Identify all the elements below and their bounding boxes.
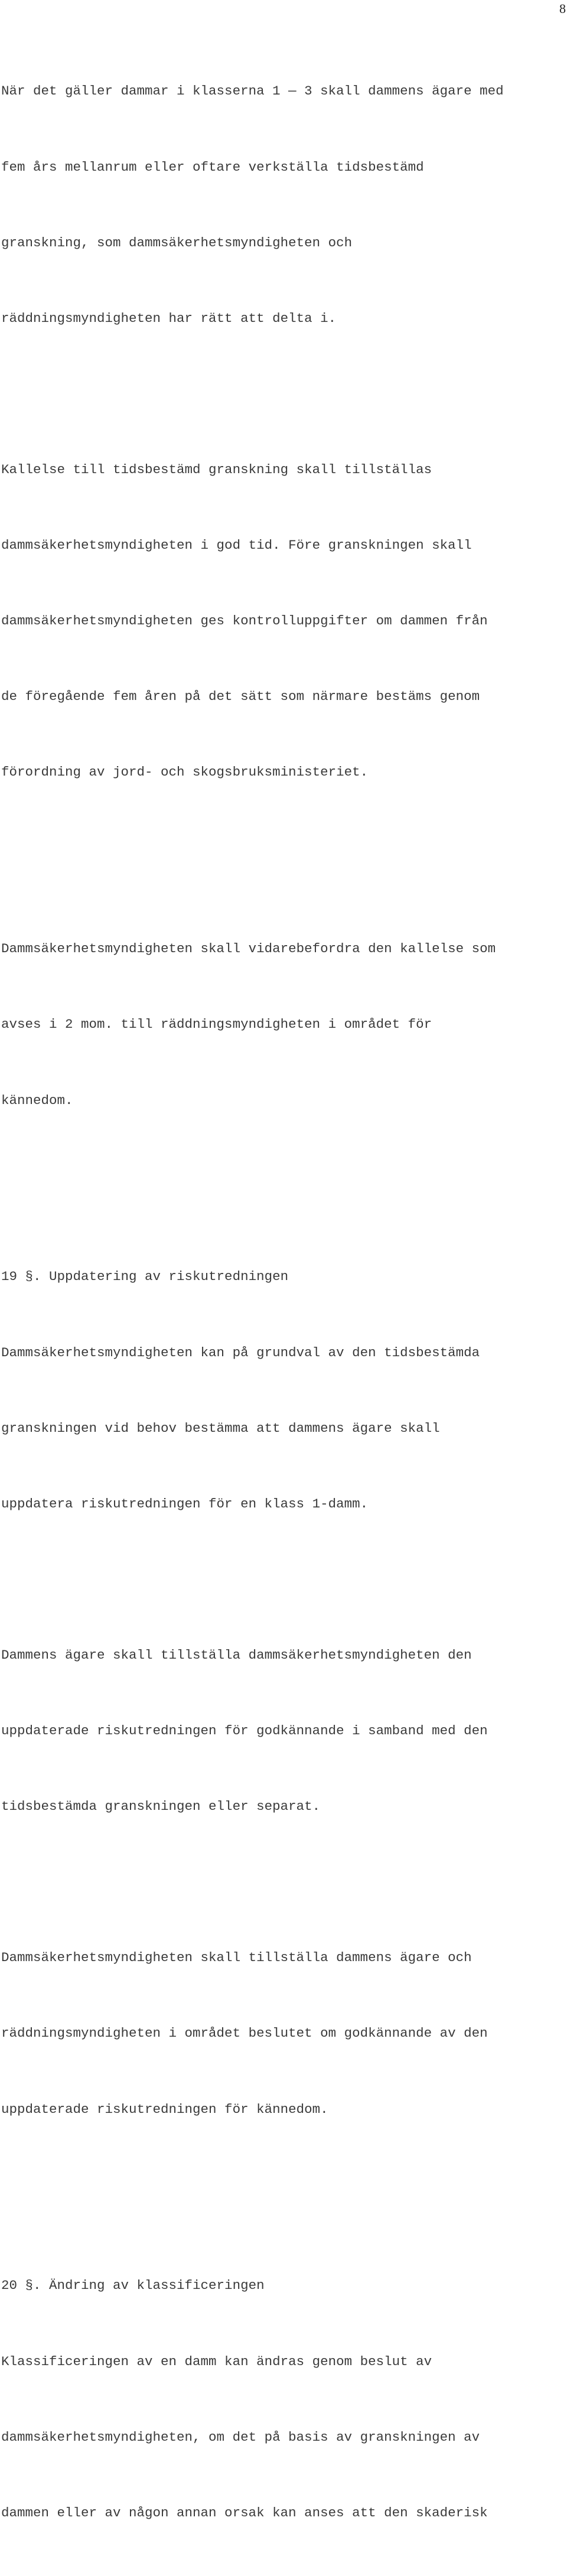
text-line: dammen eller av någon annan orsak kan anses att den skaderisk xyxy=(1,2505,488,2520)
paragraph-granskning-intervall xyxy=(1,28,566,382)
text-line: dammsäkerhetsmyndigheten, om det på basis av granskningen av xyxy=(1,2429,480,2445)
text-line: Kallelse till tidsbestämd granskning skall tillställas xyxy=(1,461,432,477)
section-20 xyxy=(1,2223,566,2576)
text-line: kännedom. xyxy=(1,1092,73,1108)
paragraph-spacer xyxy=(1,2173,566,2223)
text-line: När det gäller dammar i klasserna 1 — 3 skall dammens ägare med xyxy=(1,83,504,99)
paragraph-spacer xyxy=(1,1870,566,1895)
paragraph-spacer xyxy=(1,1164,566,1214)
paragraph-agare-tillstalla xyxy=(1,1593,566,1870)
text-line: Dammsäkerhetsmyndigheten skall tillställa dammens ägare och xyxy=(1,1950,472,1966)
text-line: fem års mellanrum eller oftare verkställa tidsbestämd xyxy=(1,159,424,175)
text-line: dammsäkerhetsmyndigheten ges kontrolluppgifter om dammen från xyxy=(1,613,488,629)
text-line: Klassificeringen av en damm kan ändras genom beslut av xyxy=(1,2353,432,2369)
text-line: uppdaterade riskutredningen för kännedom. xyxy=(1,2101,328,2117)
paragraph-spacer xyxy=(1,382,566,407)
text-line: räddningsmyndigheten har rätt att delta i. xyxy=(1,310,337,326)
text-line: de föregående fem åren på det sätt som närmare bestäms genom xyxy=(1,689,480,705)
text-line: Dammsäkerhetsmyndigheten kan på grundval av den tidsbestämda xyxy=(1,1344,480,1360)
paragraph-myndighet-tillstalla xyxy=(1,1895,566,2173)
paragraph-vidarebefordra xyxy=(1,886,566,1164)
page-number: 8 xyxy=(559,1,566,16)
text-line: uppdatera riskutredningen för en klass 1-damm. xyxy=(1,1496,369,1512)
paragraph-kallelse xyxy=(1,407,566,836)
text-line: avses i 2 mom. till räddningsmyndigheten i området för xyxy=(1,1017,432,1033)
text-line: granskning, som dammsäkerhetsmyndigheten och xyxy=(1,235,353,250)
section-heading: 19 §. Uppdatering av riskutredningen xyxy=(1,1269,289,1285)
document-body xyxy=(1,28,566,2576)
text-line: granskningen vid behov bestämma att dammens ägare skall xyxy=(1,1420,440,1436)
text-line: Dammens ägare skall tillställa dammsäkerhetsmyndigheten den xyxy=(1,1647,472,1663)
text-line: uppdaterade riskutredningen för godkännande i samband med den xyxy=(1,1723,488,1739)
paragraph-spacer xyxy=(1,1567,566,1593)
paragraph-spacer xyxy=(1,835,566,885)
section-heading: 20 §. Ändring av klassificeringen xyxy=(1,2278,265,2294)
text-line: räddningsmyndigheten i området beslutet om godkännande av den xyxy=(1,2025,488,2041)
text-line: förordning av jord- och skogsbruksministeriet. xyxy=(1,764,369,780)
text-line: tidsbestämda granskningen eller separat. xyxy=(1,1799,321,1815)
text-line: dammsäkerhetsmyndigheten i god tid. Före granskningen skall xyxy=(1,538,472,553)
text-line: Dammsäkerhetsmyndigheten skall vidarebefordra den kallelse som xyxy=(1,941,496,957)
section-19 xyxy=(1,1214,566,1567)
